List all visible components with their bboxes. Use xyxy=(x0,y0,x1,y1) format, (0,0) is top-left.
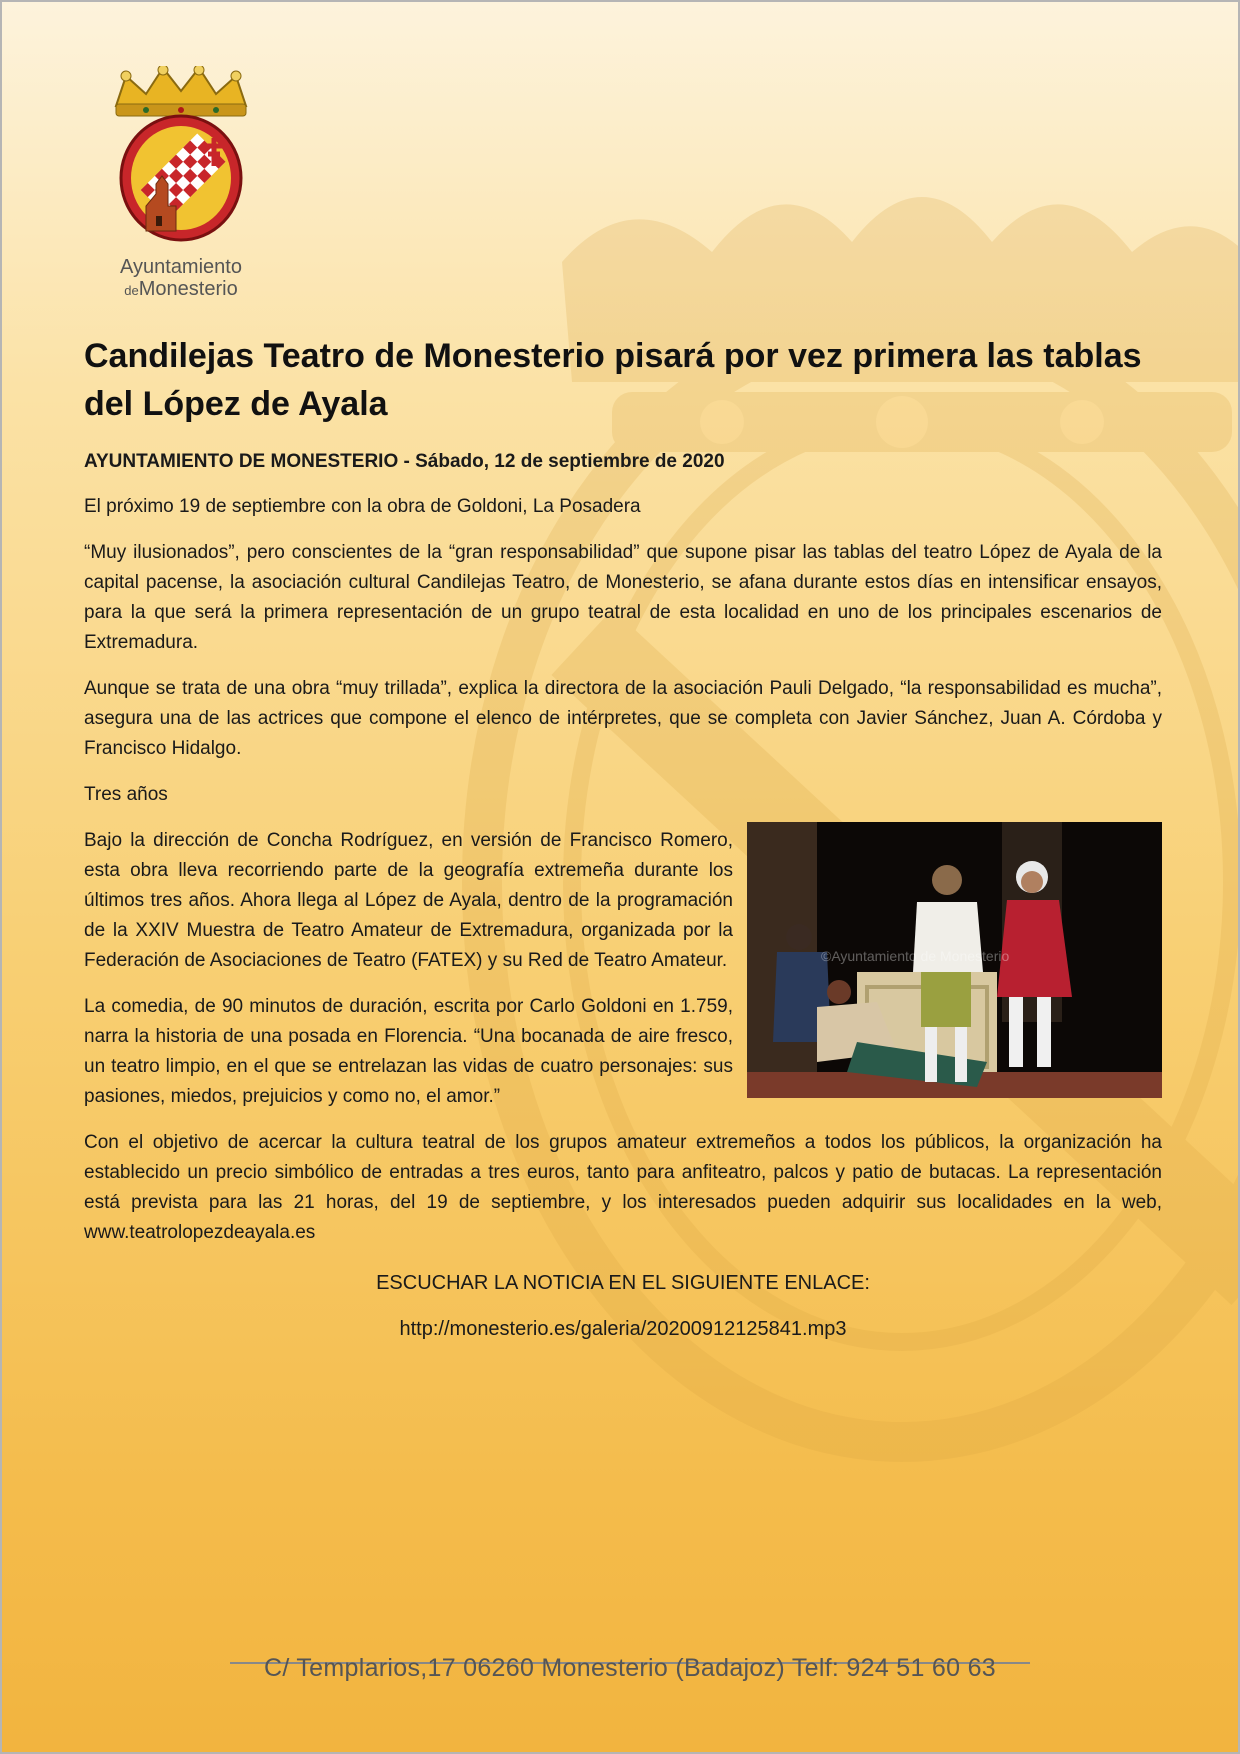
section-heading: Tres años xyxy=(84,784,168,805)
photo-watermark: ©Ayuntamiento de Monesterio xyxy=(821,948,1010,964)
theatre-photo xyxy=(747,822,1162,1098)
article-title: Candilejas Teatro de Monesterio pisará por vez primera las tablas del López de Ayala xyxy=(84,337,1142,423)
article xyxy=(84,332,1162,1344)
logo-caption xyxy=(106,256,256,302)
logo-line-1: Ayuntamiento xyxy=(120,256,242,278)
paragraph-4: La comedia, de 90 minutos de duración, escrita por Carlo Goldoni en 1.759, narra la historia de una posada en Florencia. “Una bocanada de aire fresco, un teatro limpio, en el que se entrelazan las vidas de cuatro personajes: sus pasiones, miedos, prejuicios y como no, el amor.” xyxy=(84,996,733,1107)
paragraph-1: “Muy ilusionados”, pero conscientes de la “gran responsabilidad” que supone pisar las tablas del teatro López de Ayala de la capital pacense, la asociación cultural Candilejas Teatro, de Monesterio, se afana durante estos días en intensificar ensayos, para la que será la primera representación de un grupo teatral de esta localidad en uno de los principales escenarios de Extremadura. xyxy=(84,542,1162,653)
paragraph-5: Con el objetivo de acercar la cultura teatral de los grupos amateur extremeños a todos los públicos, la organización ha establecido un precio simbólico de entradas a tres euros, tanto para anfiteatro, palcos y patio de butacas. La representación está prevista para las 21 horas, del 19 de septiembre, y los interesados pueden adquirir sus localidades en la web, www.teatrolopezdeayala.es xyxy=(84,1132,1162,1243)
footer-address: C/ Templarios,17 06260 Monesterio (Badajoz) Telf: 924 51 60 63 xyxy=(263,1654,996,1682)
coat-of-arms-icon xyxy=(106,66,256,256)
logo-line-2-main: Monesterio xyxy=(138,278,238,300)
logo-line-2-small: de xyxy=(124,283,139,298)
article-subtitle: El próximo 19 de septiembre con la obra de Goldoni, La Posadera xyxy=(84,496,641,517)
paragraph-3: Bajo la dirección de Concha Rodríguez, en versión de Francisco Romero, esta obra lleva recorriendo parte de la geografía extremeña durante los últimos tres años. Ahora llega al López de Ayala, dentro de la programación de la XXIV Muestra de Teatro Amateur de Extremadura, organizada por la Federación de Asociaciones de Teatro (FATEX) y su Red de Teatro Amateur. xyxy=(84,830,733,971)
listen-label: ESCUCHAR LA NOTICIA EN EL SIGUIENTE ENLACE: xyxy=(376,1272,870,1294)
ayuntamiento-logo xyxy=(106,66,266,306)
logo-line-2 xyxy=(106,278,256,302)
listen-link[interactable]: http://monesterio.es/galeria/20200912125841.mp3 xyxy=(399,1318,847,1340)
article-byline: AYUNTAMIENTO DE MONESTERIO - Sábado, 12 de septiembre de 2020 xyxy=(84,451,725,472)
paragraph-2: Aunque se trata de una obra “muy trillada”, explica la directora de la asociación Pauli Delgado, “la responsabilidad es mucha”, asegura una de las actrices que compone el elenco de intérpretes, que se completa con Javier Sánchez, Juan A. Córdoba y Francisco Hidalgo. xyxy=(84,678,1162,759)
